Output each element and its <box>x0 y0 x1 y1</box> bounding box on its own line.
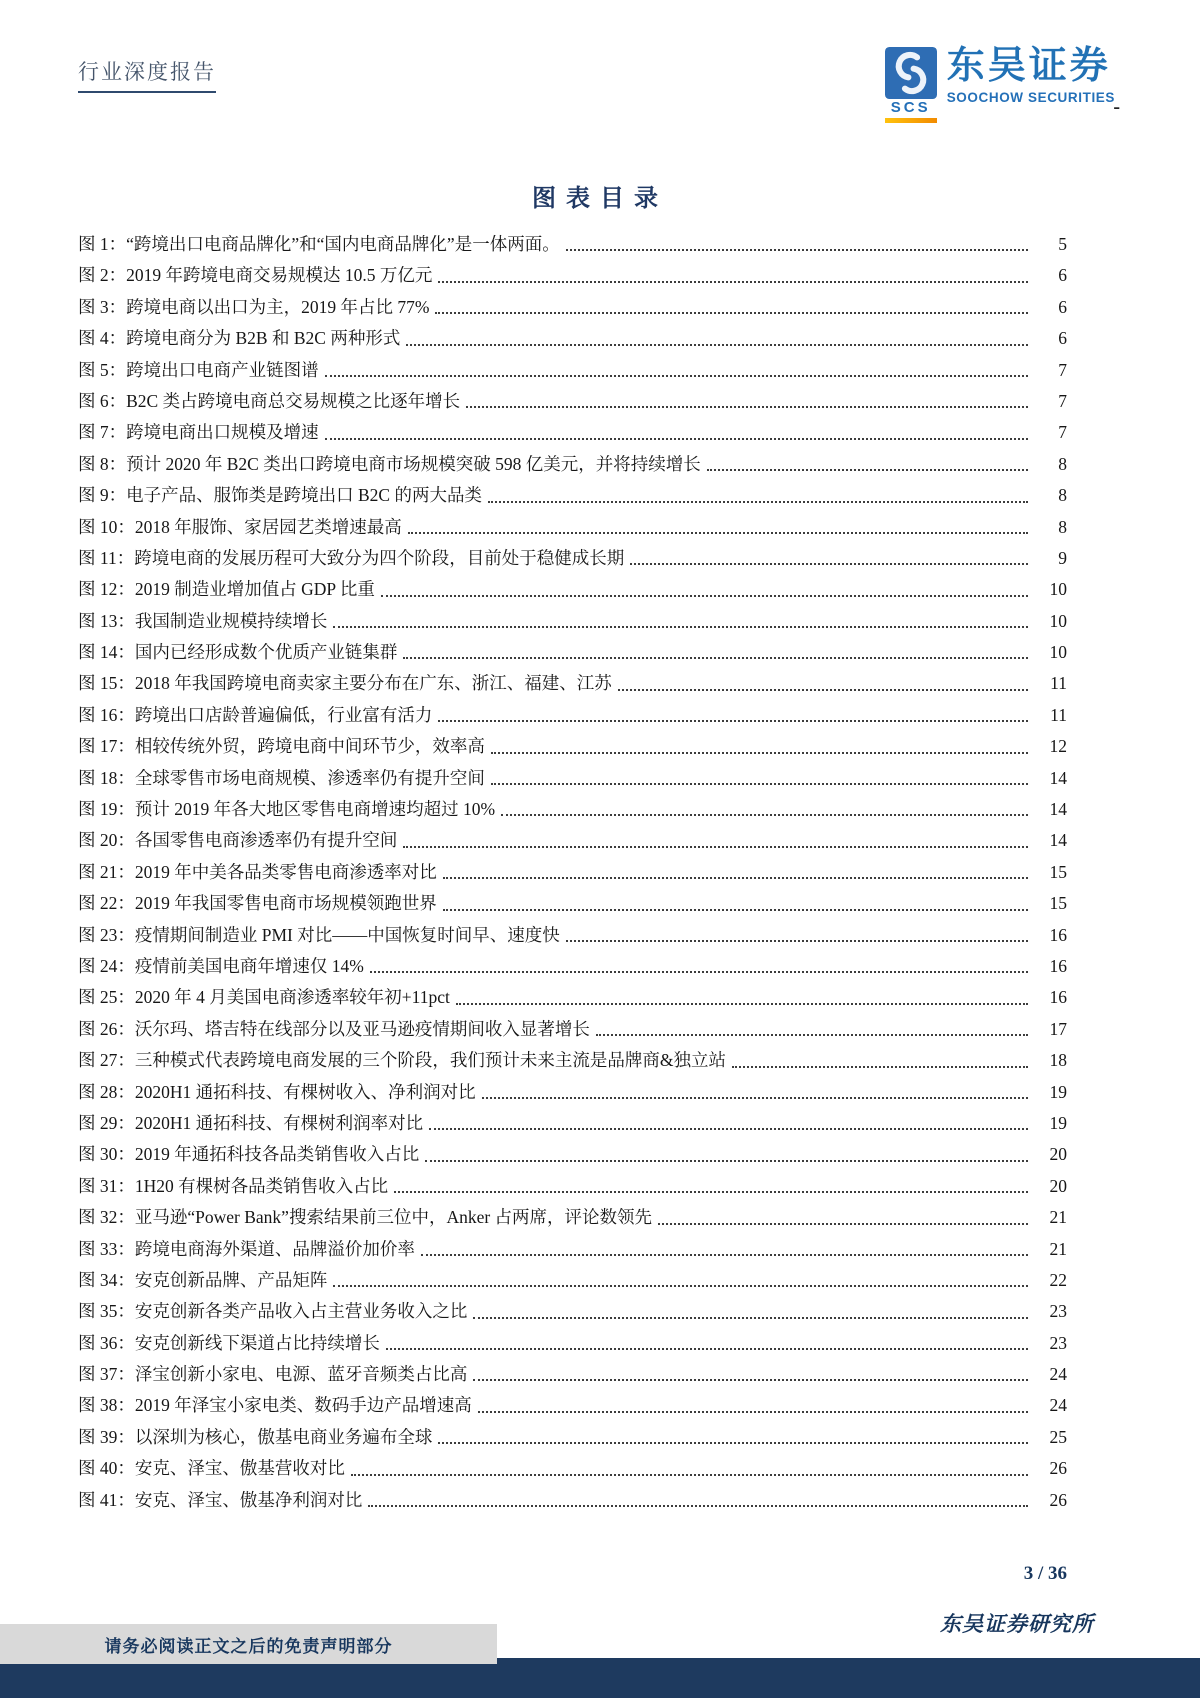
toc-entry-label: 图 17： <box>78 736 135 757</box>
toc-entry-label: 图 26： <box>78 1018 135 1039</box>
toc-entry-label: 图 10： <box>78 516 135 537</box>
dotted-leader <box>368 1505 1028 1507</box>
soochow-emblem-icon <box>885 47 937 99</box>
page-title: 图表目录 <box>532 186 668 212</box>
toc-entry[interactable] <box>78 417 1067 448</box>
toc-entry[interactable] <box>78 229 1067 260</box>
toc-entry-page-number: 7 <box>1058 422 1067 443</box>
toc-entry-label: 图 8： <box>78 453 127 474</box>
toc-entry-page-number: 15 <box>1049 893 1067 914</box>
toc-entry-page-number: 8 <box>1058 516 1067 537</box>
toc-entry-title: 安克、泽宝、傲基营收对比 <box>134 1458 345 1479</box>
toc-entry-title: 全球零售市场电商规模、渗透率仍有提升空间 <box>134 767 485 788</box>
toc-entry-page-number: 21 <box>1049 1238 1067 1259</box>
toc-entry-title: 2019 制造业增加值占 GDP 比重 <box>134 579 375 600</box>
dotted-leader <box>438 720 1028 722</box>
toc-entry-page-number: 18 <box>1049 1050 1067 1071</box>
toc-entry[interactable] <box>78 480 1067 511</box>
toc-entry-page-number: 24 <box>1049 1364 1067 1385</box>
toc-entry-page-number: 23 <box>1049 1332 1067 1353</box>
toc-entry-label: 图 38： <box>78 1395 135 1416</box>
toc-entry-page-number: 16 <box>1049 987 1067 1008</box>
toc-entry-page-number: 24 <box>1049 1395 1067 1416</box>
toc-entry[interactable] <box>78 1014 1067 1045</box>
toc-entry-title: 2020H1 通拓科技、有棵树收入、净利润对比 <box>134 1081 476 1102</box>
toc-entry[interactable] <box>78 1077 1067 1108</box>
figure-toc-list <box>78 229 1067 1516</box>
toc-entry[interactable] <box>78 763 1067 794</box>
toc-entry-title: B2C 类占跨境电商总交易规模之比逐年增长 <box>126 390 461 411</box>
toc-entry-label: 图 34： <box>78 1269 135 1290</box>
toc-entry-label: 图 12： <box>78 579 135 600</box>
toc-entry[interactable] <box>78 700 1067 731</box>
dotted-leader <box>566 940 1028 942</box>
toc-entry-label: 图 24： <box>78 955 135 976</box>
institute-name: 东吴证券研究所 <box>940 1612 1094 1636</box>
toc-entry-title: 跨境电商以出口为主，2019 年占比 77% <box>126 296 430 317</box>
toc-entry-label: 图 37： <box>78 1364 135 1385</box>
dotted-leader <box>566 249 1028 251</box>
brand-name-en: SOOCHOW SECURITIES <box>946 90 1115 105</box>
toc-entry-label: 图 25： <box>78 987 135 1008</box>
toc-entry-page-number: 7 <box>1058 390 1067 411</box>
toc-entry-title: 跨境出口电商产业链图谱 <box>126 359 319 380</box>
toc-entry-label: 图 35： <box>78 1301 135 1322</box>
toc-entry-page-number: 26 <box>1049 1489 1067 1510</box>
dotted-leader <box>386 1348 1028 1350</box>
toc-entry-title: 泽宝创新小家电、电源、蓝牙音频类占比高 <box>134 1364 468 1385</box>
toc-entry[interactable] <box>78 731 1067 762</box>
toc-entry-label: 图 30： <box>78 1144 135 1165</box>
toc-entry[interactable] <box>78 888 1067 919</box>
toc-entry-title: 跨境出口店龄普遍偏低，行业富有活力 <box>134 704 433 725</box>
toc-entry[interactable] <box>78 1422 1067 1453</box>
scs-orange-bar-icon <box>885 118 937 123</box>
toc-entry-label: 图 21： <box>78 861 135 882</box>
toc-entry-page-number: 10 <box>1049 642 1067 663</box>
toc-entry-label: 图 33： <box>78 1238 135 1259</box>
disclaimer-box <box>0 1624 497 1664</box>
toc-entry-title: 各国零售电商渗透率仍有提升空间 <box>134 830 398 851</box>
disclaimer-text: 请务必阅读正文之后的免责声明部分 <box>104 1636 393 1656</box>
toc-entry-label: 图 1： <box>78 234 127 254</box>
dotted-leader <box>707 469 1028 471</box>
toc-entry-page-number: 11 <box>1050 673 1067 694</box>
toc-entry[interactable] <box>78 825 1067 856</box>
toc-entry-page-number: 23 <box>1049 1301 1067 1322</box>
toc-entry-page-number: 17 <box>1049 1018 1067 1039</box>
toc-entry-label: 图 40： <box>78 1458 135 1479</box>
toc-entry[interactable] <box>78 574 1067 605</box>
toc-entry-label: 图 36： <box>78 1332 135 1353</box>
toc-entry-page-number: 22 <box>1049 1269 1067 1290</box>
toc-entry-label: 图 9： <box>78 485 127 506</box>
toc-entry-label: 图 15： <box>78 673 135 694</box>
toc-entry-page-number: 20 <box>1049 1175 1067 1196</box>
logo-emblem-column <box>885 47 937 123</box>
dotted-leader <box>325 375 1028 377</box>
toc-entry-page-number: 10 <box>1049 579 1067 600</box>
toc-entry-label: 图 19： <box>78 799 135 820</box>
dotted-leader <box>732 1066 1028 1068</box>
dotted-leader <box>501 814 1028 816</box>
dotted-leader <box>456 1003 1028 1005</box>
toc-entry[interactable] <box>78 668 1067 699</box>
toc-entry-page-number: 19 <box>1049 1112 1067 1133</box>
dotted-leader <box>466 406 1028 408</box>
toc-entry-label: 图 18： <box>78 767 135 788</box>
dotted-leader <box>438 1442 1028 1444</box>
toc-entry[interactable] <box>78 1328 1067 1359</box>
toc-entry[interactable] <box>78 1485 1067 1516</box>
toc-entry[interactable] <box>78 1359 1067 1390</box>
toc-entry-page-number: 16 <box>1049 924 1067 945</box>
toc-entry-title: 国内已经形成数个优质产业链集群 <box>134 642 398 663</box>
toc-entry-page-number: 12 <box>1049 736 1067 757</box>
toc-entry-label: 图 27： <box>78 1050 135 1071</box>
toc-entry-page-number: 26 <box>1049 1458 1067 1479</box>
dotted-leader <box>425 1160 1028 1162</box>
dotted-leader <box>333 626 1028 628</box>
toc-entry-label: 图 14： <box>78 642 135 663</box>
toc-entry-title: 我国制造业规模持续增长 <box>134 610 328 631</box>
dotted-leader <box>403 657 1028 659</box>
toc-entry-title: 安克创新品牌、产品矩阵 <box>134 1269 328 1290</box>
toc-entry-title: 三种模式代表跨境电商发展的三个阶段，我们预计未来主流是品牌商&独立站 <box>134 1050 726 1071</box>
toc-entry[interactable] <box>78 857 1067 888</box>
dotted-leader <box>482 1097 1028 1099</box>
dotted-leader <box>491 783 1028 785</box>
toc-entry-label: 图 41： <box>78 1489 135 1510</box>
toc-entry-label: 图 7： <box>78 422 127 443</box>
toc-entry-page-number: 11 <box>1050 704 1067 725</box>
toc-entry[interactable] <box>78 512 1067 543</box>
dotted-leader <box>333 1285 1028 1287</box>
toc-entry[interactable] <box>78 1108 1067 1139</box>
dotted-leader <box>473 1317 1028 1319</box>
toc-entry[interactable] <box>78 386 1067 417</box>
logo-dash: - <box>1113 96 1120 118</box>
logo-brand-column <box>947 47 1115 105</box>
toc-entry-title: 跨境电商分为 B2B 和 B2C 两种形式 <box>126 328 401 349</box>
toc-entry-label: 图 13： <box>78 610 135 631</box>
toc-entry[interactable] <box>78 449 1067 480</box>
toc-entry-label: 图 22： <box>78 893 135 914</box>
toc-entry-title: 沃尔玛、塔吉特在线部分以及亚马逊疫情期间收入显著增长 <box>134 1018 590 1039</box>
toc-entry-label: 图 3： <box>78 296 127 317</box>
toc-entry[interactable] <box>78 1202 1067 1233</box>
dotted-leader <box>406 344 1028 346</box>
toc-entry-title: 电子产品、服饰类是跨境出口 B2C 的两大品类 <box>126 485 482 506</box>
toc-entry-label: 图 31： <box>78 1175 135 1196</box>
dotted-leader <box>491 752 1028 754</box>
dotted-leader <box>421 1254 1028 1256</box>
scs-badge: SCS <box>890 99 931 116</box>
dotted-leader <box>408 532 1028 534</box>
toc-entry-page-number: 25 <box>1049 1426 1067 1447</box>
toc-entry-title: 2019 年我国零售电商市场规模领跑世界 <box>134 893 437 914</box>
toc-entry-title: 安克创新线下渠道占比持续增长 <box>134 1332 380 1353</box>
toc-entry-label: 图 4： <box>78 328 127 349</box>
toc-entry-page-number: 6 <box>1058 265 1067 286</box>
toc-entry-page-number: 14 <box>1049 799 1067 820</box>
dotted-leader <box>488 501 1028 503</box>
toc-entry-title: 2019 年中美各品类零售电商渗透率对比 <box>134 861 437 882</box>
toc-entry-title: 2020 年 4 月美国电商渗透率较年初+11pct <box>134 987 450 1008</box>
toc-entry[interactable] <box>78 637 1067 668</box>
toc-entry-page-number: 14 <box>1049 830 1067 851</box>
brand-name-cn: 东吴证券 <box>946 45 1111 87</box>
toc-entry[interactable] <box>78 323 1067 354</box>
toc-entry-title: 2019 年跨境电商交易规模达 10.5 万亿元 <box>126 265 433 286</box>
toc-entry-page-number: 19 <box>1049 1081 1067 1102</box>
dotted-leader <box>630 563 1028 565</box>
toc-entry-page-number: 15 <box>1049 861 1067 882</box>
toc-entry-title: 安克、泽宝、傲基净利润对比 <box>134 1489 363 1510</box>
toc-entry-page-number: 5 <box>1058 234 1067 254</box>
toc-entry-title: 2019 年通拓科技各品类销售收入占比 <box>134 1144 420 1165</box>
dotted-leader <box>478 1411 1028 1413</box>
toc-entry[interactable] <box>78 1139 1067 1170</box>
dotted-leader <box>473 1379 1028 1381</box>
toc-entry[interactable] <box>78 1234 1067 1265</box>
toc-entry-page-number: 9 <box>1058 547 1067 568</box>
toc-entry[interactable] <box>78 951 1067 982</box>
toc-entry-title: 2018 年服饰、家居园艺类增速最高 <box>134 516 402 537</box>
toc-entry-label: 图 39： <box>78 1426 135 1447</box>
dotted-leader <box>370 971 1028 973</box>
dotted-leader <box>438 281 1028 283</box>
dotted-leader <box>351 1474 1028 1476</box>
dotted-leader <box>381 595 1028 597</box>
toc-entry[interactable] <box>78 292 1067 323</box>
footer-navy-bar <box>0 1658 1200 1698</box>
toc-entry[interactable] <box>78 1390 1067 1421</box>
page-indicator: 3 / 36 <box>1023 1563 1067 1584</box>
toc-entry[interactable] <box>78 606 1067 637</box>
toc-entry-label: 图 5： <box>78 359 127 380</box>
toc-entry[interactable] <box>78 543 1067 574</box>
dotted-leader <box>443 909 1028 911</box>
dotted-leader <box>403 846 1028 848</box>
dotted-leader <box>394 1191 1028 1193</box>
toc-entry-title: 安克创新各类产品收入占主营业务收入之比 <box>134 1301 468 1322</box>
toc-entry-title: 跨境电商海外渠道、品牌溢价加价率 <box>134 1238 415 1259</box>
toc-entry-page-number: 21 <box>1049 1207 1067 1228</box>
toc-entry[interactable] <box>78 1453 1067 1484</box>
dotted-leader <box>658 1223 1028 1225</box>
toc-entry-page-number: 20 <box>1049 1144 1067 1165</box>
toc-entry-page-number: 8 <box>1058 485 1067 506</box>
toc-entry-page-number: 8 <box>1058 453 1067 474</box>
toc-entry-page-number: 10 <box>1049 610 1067 631</box>
toc-entry-title: 疫情前美国电商年增速仅 14% <box>134 955 364 976</box>
toc-entry-title: 预计 2019 年各大地区零售电商增速均超过 10% <box>134 799 496 820</box>
report-type-label: 行业深度报告 <box>78 56 216 93</box>
toc-entry-label: 图 32： <box>78 1207 135 1228</box>
toc-entry-title: 以深圳为核心，傲基电商业务遍布全球 <box>134 1426 433 1447</box>
toc-entry-page-number: 7 <box>1058 359 1067 380</box>
dotted-leader <box>443 877 1028 879</box>
toc-entry[interactable] <box>78 920 1067 951</box>
dotted-leader <box>429 1128 1028 1130</box>
dotted-leader <box>618 689 1028 691</box>
toc-entry-title: “跨境出口电商品牌化”和“国内电商品牌化”是一体两面。 <box>126 234 560 254</box>
toc-entry[interactable] <box>78 260 1067 291</box>
toc-entry-title: 跨境电商的发展历程可大致分为四个阶段，目前处于稳健成长期 <box>134 547 625 568</box>
toc-entry-label: 图 29： <box>78 1112 135 1133</box>
toc-entry-title: 预计 2020 年 B2C 类出口跨境电商市场规模突破 598 亿美元，并将持续增长 <box>126 453 701 474</box>
soochow-logo <box>885 47 1115 123</box>
toc-entry-title: 相较传统外贸，跨境电商中间环节少，效率高 <box>134 736 485 757</box>
toc-entry-title: 疫情期间制造业 PMI 对比——中国恢复时间早、速度快 <box>134 924 560 945</box>
toc-entry[interactable] <box>78 1265 1067 1296</box>
toc-entry-label: 图 16： <box>78 704 135 725</box>
toc-entry-label: 图 11： <box>78 547 135 568</box>
dotted-leader <box>325 438 1028 440</box>
toc-entry-label: 图 23： <box>78 924 135 945</box>
toc-entry-page-number: 16 <box>1049 955 1067 976</box>
toc-entry-title: 2020H1 通拓科技、有棵树利润率对比 <box>134 1112 424 1133</box>
toc-entry-page-number: 14 <box>1049 767 1067 788</box>
toc-entry-page-number: 6 <box>1058 296 1067 317</box>
toc-entry-title: 跨境电商出口规模及增速 <box>126 422 319 443</box>
toc-entry[interactable] <box>78 794 1067 825</box>
toc-entry[interactable] <box>78 1045 1067 1076</box>
toc-entry-label: 图 2： <box>78 265 127 286</box>
toc-entry-label: 图 20： <box>78 830 135 851</box>
toc-entry-title: 1H20 有棵树各品类销售收入占比 <box>134 1175 389 1196</box>
toc-entry-title: 2018 年我国跨境电商卖家主要分布在广东、浙江、福建、江苏 <box>134 673 612 694</box>
toc-entry[interactable] <box>78 1171 1067 1202</box>
toc-entry[interactable] <box>78 982 1067 1013</box>
toc-entry-title: 亚马逊“Power Bank”搜索结果前三位中，Anker 占两席，评论数领先 <box>134 1207 653 1228</box>
toc-entry-label: 图 6： <box>78 390 127 411</box>
toc-entry[interactable] <box>78 355 1067 386</box>
toc-entry-page-number: 6 <box>1058 328 1067 349</box>
toc-entry-title: 2019 年泽宝小家电类、数码手边产品增速高 <box>134 1395 472 1416</box>
dotted-leader <box>596 1034 1028 1036</box>
toc-entry[interactable] <box>78 1296 1067 1327</box>
toc-entry-label: 图 28： <box>78 1081 135 1102</box>
dotted-leader <box>435 312 1028 314</box>
